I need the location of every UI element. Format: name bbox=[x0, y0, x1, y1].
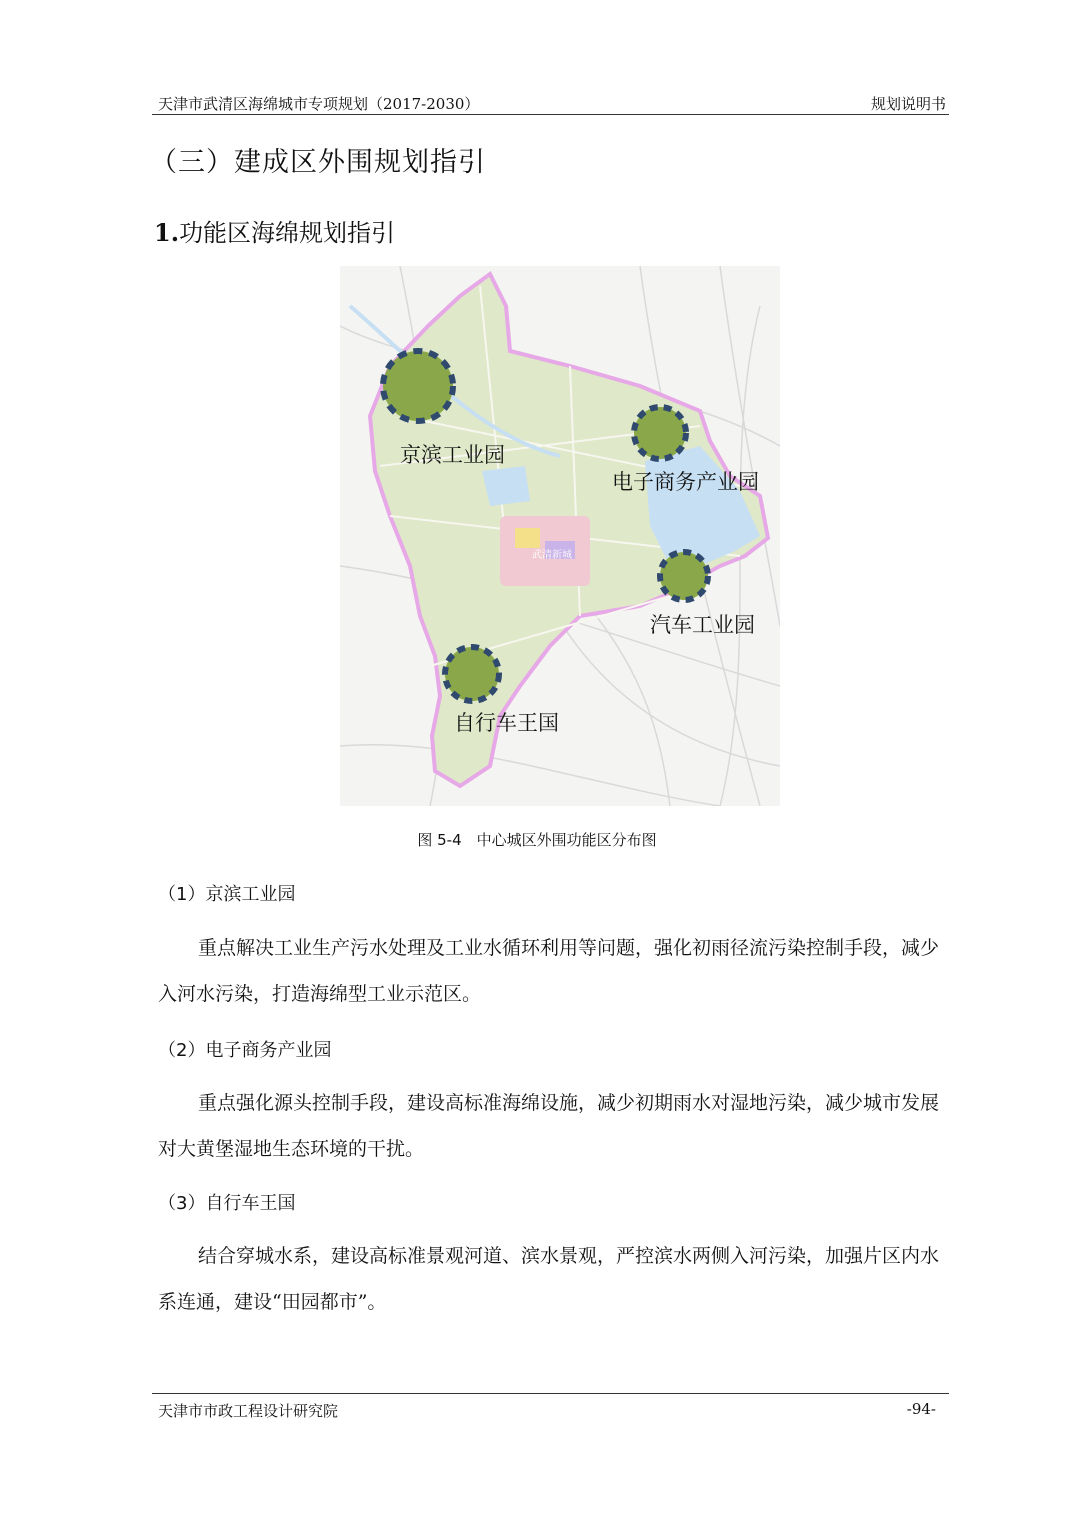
zone-label-dianzi: 电子商务产业园 bbox=[612, 470, 759, 494]
zone-marker-jingbin bbox=[383, 351, 453, 421]
item-text-jingbin: 重点解决工业生产污水处理及工业水循环利用等问题，强化初雨径流污染控制手段，减少入河水污染，打造海绵型工业示范区。 bbox=[158, 937, 940, 1005]
header-divider bbox=[152, 114, 949, 115]
footer-institute: 天津市市政工程设计研究院 bbox=[158, 1402, 339, 1420]
item-text-zixingche: 结合穿城水系，建设高标准景观河道、滨水景观，严控滨水两侧入河污染，加强片区内水系连通，建设“田园都市”。 bbox=[158, 1245, 940, 1313]
header-title: 天津市武清区海绵城市专项规划（2017-2030） bbox=[158, 95, 480, 113]
figure-caption: 图 5-4 中心城区外围功能区分布图 bbox=[417, 831, 657, 849]
zone-label-jingbin: 京滨工业园 bbox=[400, 443, 505, 467]
zone-label-qiche: 汽车工业园 bbox=[650, 613, 755, 637]
zone-label-zixingche: 自行车王国 bbox=[454, 711, 559, 735]
xincheng-label: 武清新城 bbox=[532, 550, 572, 561]
functional-zone-map bbox=[340, 266, 780, 806]
item-title-jingbin: （1）京滨工业园 bbox=[158, 884, 296, 905]
zone-marker-qiche bbox=[660, 552, 708, 600]
section-heading: （三）建成区外围规划指引 bbox=[150, 147, 486, 178]
header-doc-type: 规划说明书 bbox=[870, 95, 946, 113]
item-text-dianzi: 重点强化源头控制手段，建设高标准海绵设施，减少初期雨水对湿地污染，减少城市发展对大黄堡湿地生态环境的干扰。 bbox=[158, 1092, 940, 1160]
reservoir bbox=[482, 466, 530, 506]
subsection-number: 1. bbox=[154, 218, 180, 247]
subsection-title: 功能区海绵规划指引 bbox=[179, 219, 396, 247]
zone-marker-zixingche bbox=[445, 647, 499, 701]
item-title-dianzi: （2）电子商务产业园 bbox=[158, 1040, 332, 1061]
item-title-zixingche: （3）自行车王国 bbox=[158, 1193, 296, 1214]
page-number: -94- bbox=[906, 1400, 936, 1418]
footer-divider bbox=[152, 1393, 949, 1394]
subsection-heading bbox=[154, 213, 395, 248]
zone-marker-dianzi bbox=[634, 407, 686, 459]
